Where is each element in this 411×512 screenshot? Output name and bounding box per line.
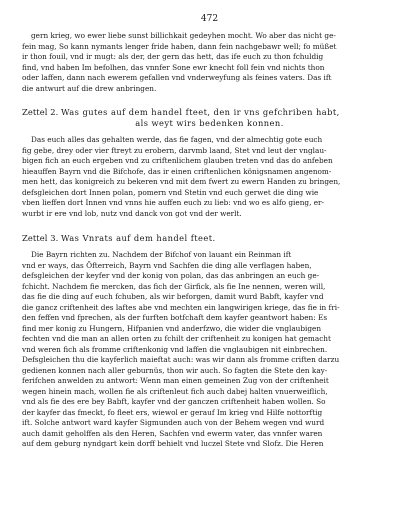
text-line: gedienen konnen nach aller geburnüs, thon wir auch. So fagten die Stete den kay- [22,365,328,375]
text-line: das fie die ding auf euch fchuben, als wir beforgen, damit wurd Babft, kayfer vnd [22,292,324,301]
zettel3-heading [22,233,397,244]
text-line: gern krieg, wo ewer liebe sunst billichkait gedeyhen mocht. Wo aber das nicht ge- [31,31,336,40]
text-line: men hett, das konigreich zu bekeren vnd mit dem fwert zu ewern Handen zu bringen, [22,177,341,186]
text-line: den feffen vnd fprechen, als der furften botfchaft dem kayfer geantwort haben: Es [22,313,328,322]
page-number: 472 [200,14,219,24]
text-line: ift. Solche antwort ward kayfer Sigmunden auch von der Behem wegen vnd wurd [22,418,325,427]
text-line: vnd er ways, das Öfterreich, Bayrn vnd Sachfen die ding alle verflagen haben, [22,260,312,270]
text-line: defsgleichen der keyfer vnd der konig von polan, das das anbringen an euch ge- [22,271,320,280]
text-line: wurbt ir ere vnd lob, nutz vnd danck von got vnd der werlt. [22,208,242,218]
text-line: wegen hinein mach, wollen fie als criftenleut fich auch dabej halten vnuerweiflich, [22,386,328,396]
zettel3-paragraph [22,250,397,450]
text-line: fig gebe, drey oder vier ftreyt zu erobern, darvmb laand, Stet vnd leut der vnglau- [22,145,327,155]
text-line: der kayfer das fmeckt, fo fleet ers, wiewol er gerauf Im krieg vnd Hilfe nottorftig [22,407,323,417]
text-line: die gancz criftenheit des laftes abe vnd mechten ein langwirigen kriege, das fie in fri- [22,302,340,312]
text-line: fchicht. Nachdem fie mercken, das fich der Girfick, als fie Ine nennen, weren will, [22,281,326,291]
text-line: oder laffen, dann nach ewerem gefallen vnd vnderweyfung als feines vaters. Das ift [22,73,332,82]
zettel2-title-line2: als weyt wirs bedenken konnen. [135,118,284,128]
text-line: auf dem geburg nyndgart kein dorff behielt vnd luczel Stete vnd Slofz. Die Heren [22,439,324,448]
text-line: Die Bayrn richten zu. Nachdem der Bifchof von lauant ein Reinman ift [31,250,292,259]
zettel2-heading [22,107,397,129]
zettel2-title-line1: Was gutes auf dem handel fteet, den ir vns gefchriben habt, [61,107,340,117]
text-line: find mer konig zu Hungern, Hifpanien vnd anderfzwo, die wider die vnglaubigen [22,323,322,333]
text-line: find, vnd haben Im befolhen, das vnnfer Sone ewr knecht foll fein vnd nichts thon [22,62,325,72]
text-line: Das euch alles das gehalten werde, das fie fagen, vnd der almechtig gote euch [31,135,323,144]
zettel2-label: Zettel 2. [22,107,59,117]
text-line: vnd weren fich als fromme criftenkonig vnd laffen die vnglaubigen nit einbrechen. [22,344,328,354]
text-line: defsgleichen dort Innen polan, pomern vnd Stetin vnd euch gerwet die ding wie [22,187,319,197]
zettel3-title: Was Vnrats auf dem handel fteet. [61,233,216,243]
text-line: vben lieffen dort Innen vnd vnns hie auffen euch zu lieb: vnd wo es alfo gieng, er- [22,198,324,207]
zettel3-label: Zettel 3. [22,233,59,243]
text-line: Defsgleichen thu die kayferlich maieftat auch: was wir dann als fromme criften darzu [22,355,340,364]
text-line: hieauffen Bayrn vnd die Bifchofe, das ir einen criftenlichen königsnamen angenom- [22,166,332,176]
text-line: fechten vnd die man an allen orten zu fchilt der criftenheit zu konigen hat gemacht [22,334,331,343]
text-line: ir thon fouil, vnd ir mugt: als der, der gern das hett, das ife euch zu thon fchuldig [22,52,324,61]
intro-paragraph [22,31,397,94]
zettel2-paragraph [22,135,397,219]
text-line: fein mag, So kann nymants lenger fride haben, dann fein nachgebawr well; fo müßet [22,41,337,51]
text-line: auch damit geholffen als den Heren, Sachfen vnd ewerm vater, das vnnfer waren [22,428,323,438]
text-line: vnd als fie des ere bey Babft, kayfer vnd der ganczen criftenheit haben wollen. So [22,397,326,406]
text-line: ferifchen anwelden zu antwort: Wenn man einen gemeinen Zug von der criftenheit [22,376,329,385]
text-line: die antwurt auf die drew anbringen. [22,83,157,93]
text-line: bigen fich an euch ergeben vnd zu criftenlichem glauben treten vnd das do anfeben [22,156,333,165]
